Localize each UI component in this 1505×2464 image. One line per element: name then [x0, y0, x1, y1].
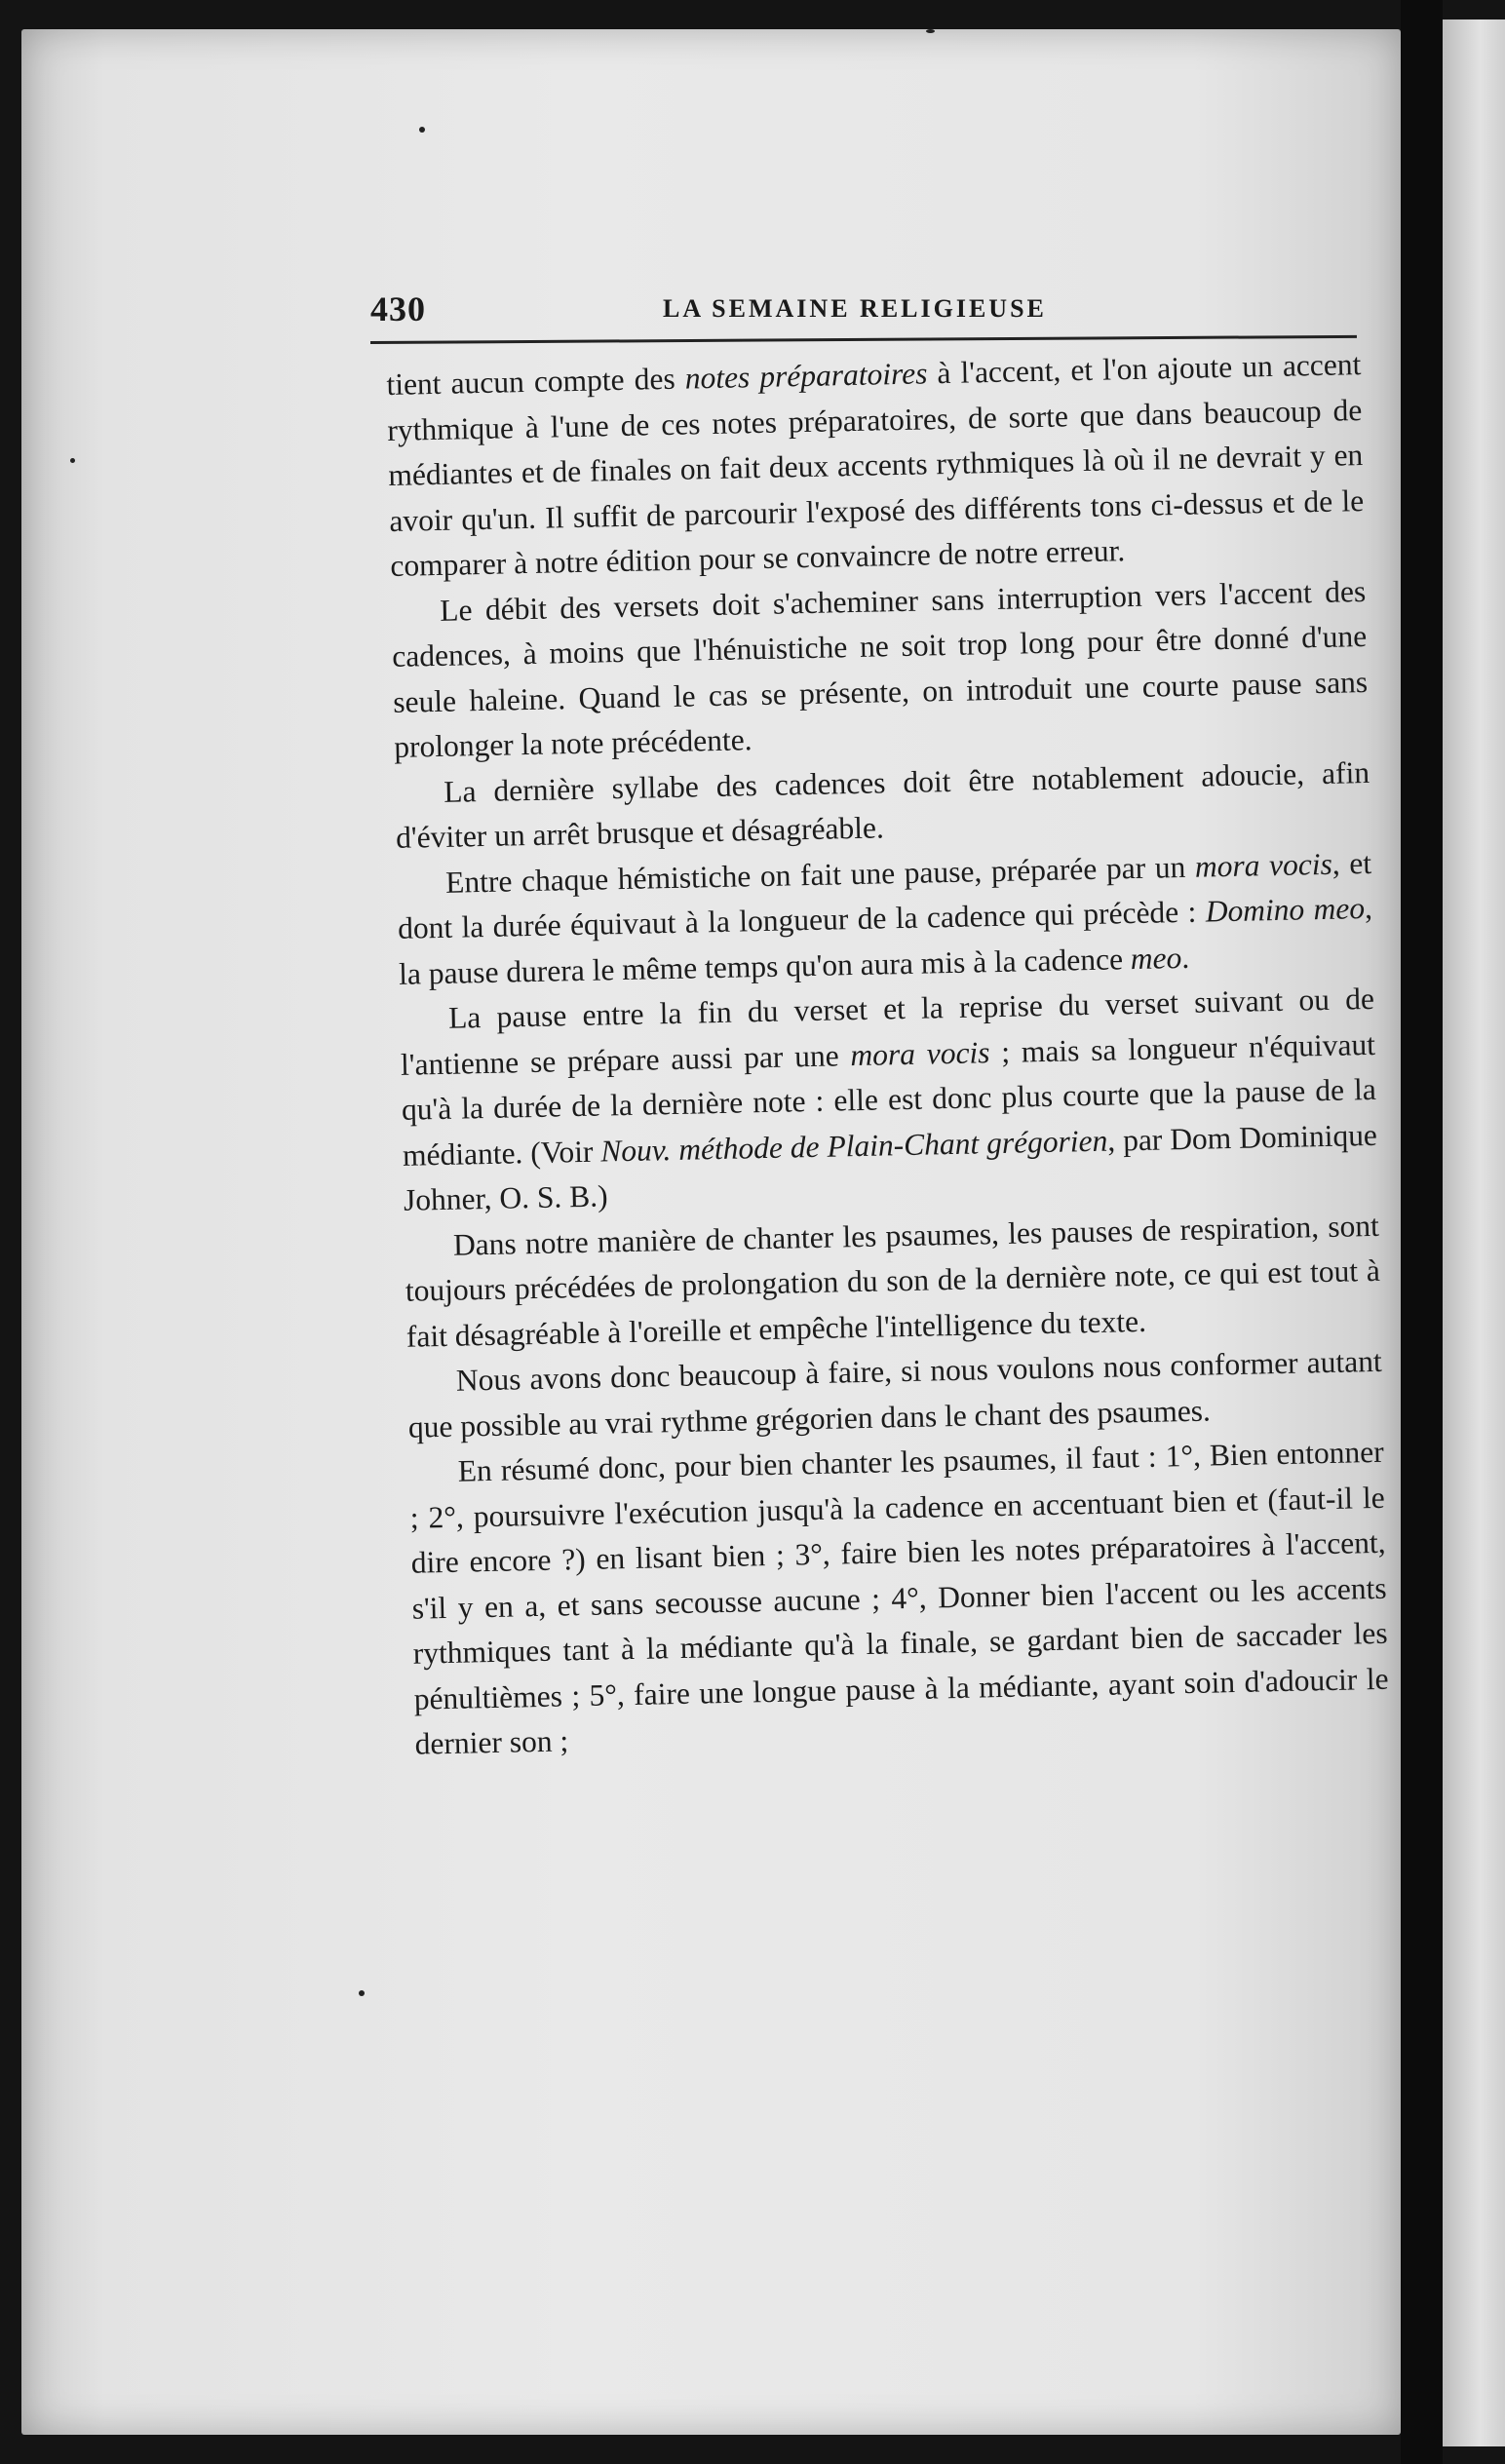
page-number: 430 — [370, 289, 426, 328]
text-run: La pause entre la fin du verset et la reprise du verset suivant ou de l'antienne se prépare aussi par une — [400, 981, 1375, 1082]
italic-phrase: notes préparatoires — [684, 356, 928, 396]
scan-speck — [926, 29, 935, 33]
body-text — [386, 342, 1390, 1767]
paragraph — [400, 977, 1379, 1223]
text-run: . — [1180, 940, 1190, 975]
adjacent-page-edge — [1443, 19, 1505, 2446]
text-run: à l'accent, et l'on ajoute un accent rythmique à l'une de ces notes préparatoires, de sorte que dans beaucoup de médiantes et de finales on fait deux accents rythmiques là où il ne devrait y en avoir qu'un. Il suffit de parcourir l'exposé des différents tons ci-dessus et de le comparer à notre édition pour se convaincre de notre erreur. — [387, 347, 1365, 583]
italic-phrase: meo — [1130, 940, 1182, 976]
italic-phrase: mora vocis — [1194, 846, 1333, 884]
italic-phrase: Domino meo — [1205, 891, 1366, 929]
italic-phrase: mora vocis — [850, 1034, 990, 1072]
text-run: Le débit des versets doit s'acheminer sans interruption vers l'accent des cadences, à moins que l'hénuistiche ne soit trop long pour être donné d'une seule haleine. Quand le cas se présente, on introduit une courte pause sans prolonger la note précédente. — [391, 573, 1369, 764]
paragraph — [386, 342, 1366, 589]
text-run: tient aucun compte des — [386, 361, 686, 402]
text-run: , et dont la durée équivaut à la longueur de la cadence qui précède : — [397, 845, 1372, 945]
text-run: Dans notre manière de chanter les psaumes, les pauses de respiration, sont toujours précédées de prolongation du son de la dernière note, ce qui est tout à fait désagréable à l'oreille et empêche l'intelligence du texte. — [405, 1208, 1381, 1354]
scan-speck — [419, 127, 425, 133]
book-gutter — [1401, 0, 1443, 2464]
paragraph — [408, 1430, 1390, 1767]
text-run: La dernière syllabe des cadences doit être notablement adoucie, afin d'éviter un arrêt brusque et désagréable. — [395, 754, 1370, 855]
text-run: , la pause durera le même temps qu'on aura mis à la cadence — [398, 890, 1373, 991]
text-run: Nous avons donc beaucoup à faire, si nous voulons nous conformer autant que possible au vrai rythme grégorien dans le chant des psaumes. — [407, 1343, 1383, 1444]
scan-speck — [70, 458, 75, 463]
page-header — [370, 289, 1365, 337]
text-run: , par Dom Dominique Johner, O. S. B.) — [403, 1117, 1378, 1217]
text-run: En résumé donc, pour bien chanter les psaumes, il faut : 1°, Bien entonner ; 2°, poursuivre l'exécution jusqu'à la cadence en accentuant bien et (faut-il le dire encore ?) en lisant bien ; 3°, faire bien les notes préparatoires à l'accent, s'il y en a, et sans secousse aucune ; 4°, Donner bien l'accent ou les accents rythmiques tant à la médiante qu'à la finale, se gardant bien de saccader les pénultièmes ; 5°, faire une longue pause à la médiante, ayant soin d'adoucir le dernier son ; — [409, 1434, 1389, 1761]
running-title: LA SEMAINE RELIGIEUSE — [663, 294, 1047, 323]
paragraph — [397, 840, 1374, 996]
paragraph — [405, 1203, 1382, 1359]
text-run: Entre chaque hémistiche on fait une pause, préparée par un — [444, 849, 1196, 900]
italic-phrase: Nouv. méthode de Plain-Chant grégorien — [599, 1123, 1108, 1169]
scan-speck — [359, 1990, 365, 1996]
paragraph — [391, 569, 1370, 771]
text-run: ; mais sa longueur n'équivaut qu'à la durée de la dernière note : elle est donc plus courte que la pause de la médiante. (Voir — [401, 1026, 1377, 1173]
